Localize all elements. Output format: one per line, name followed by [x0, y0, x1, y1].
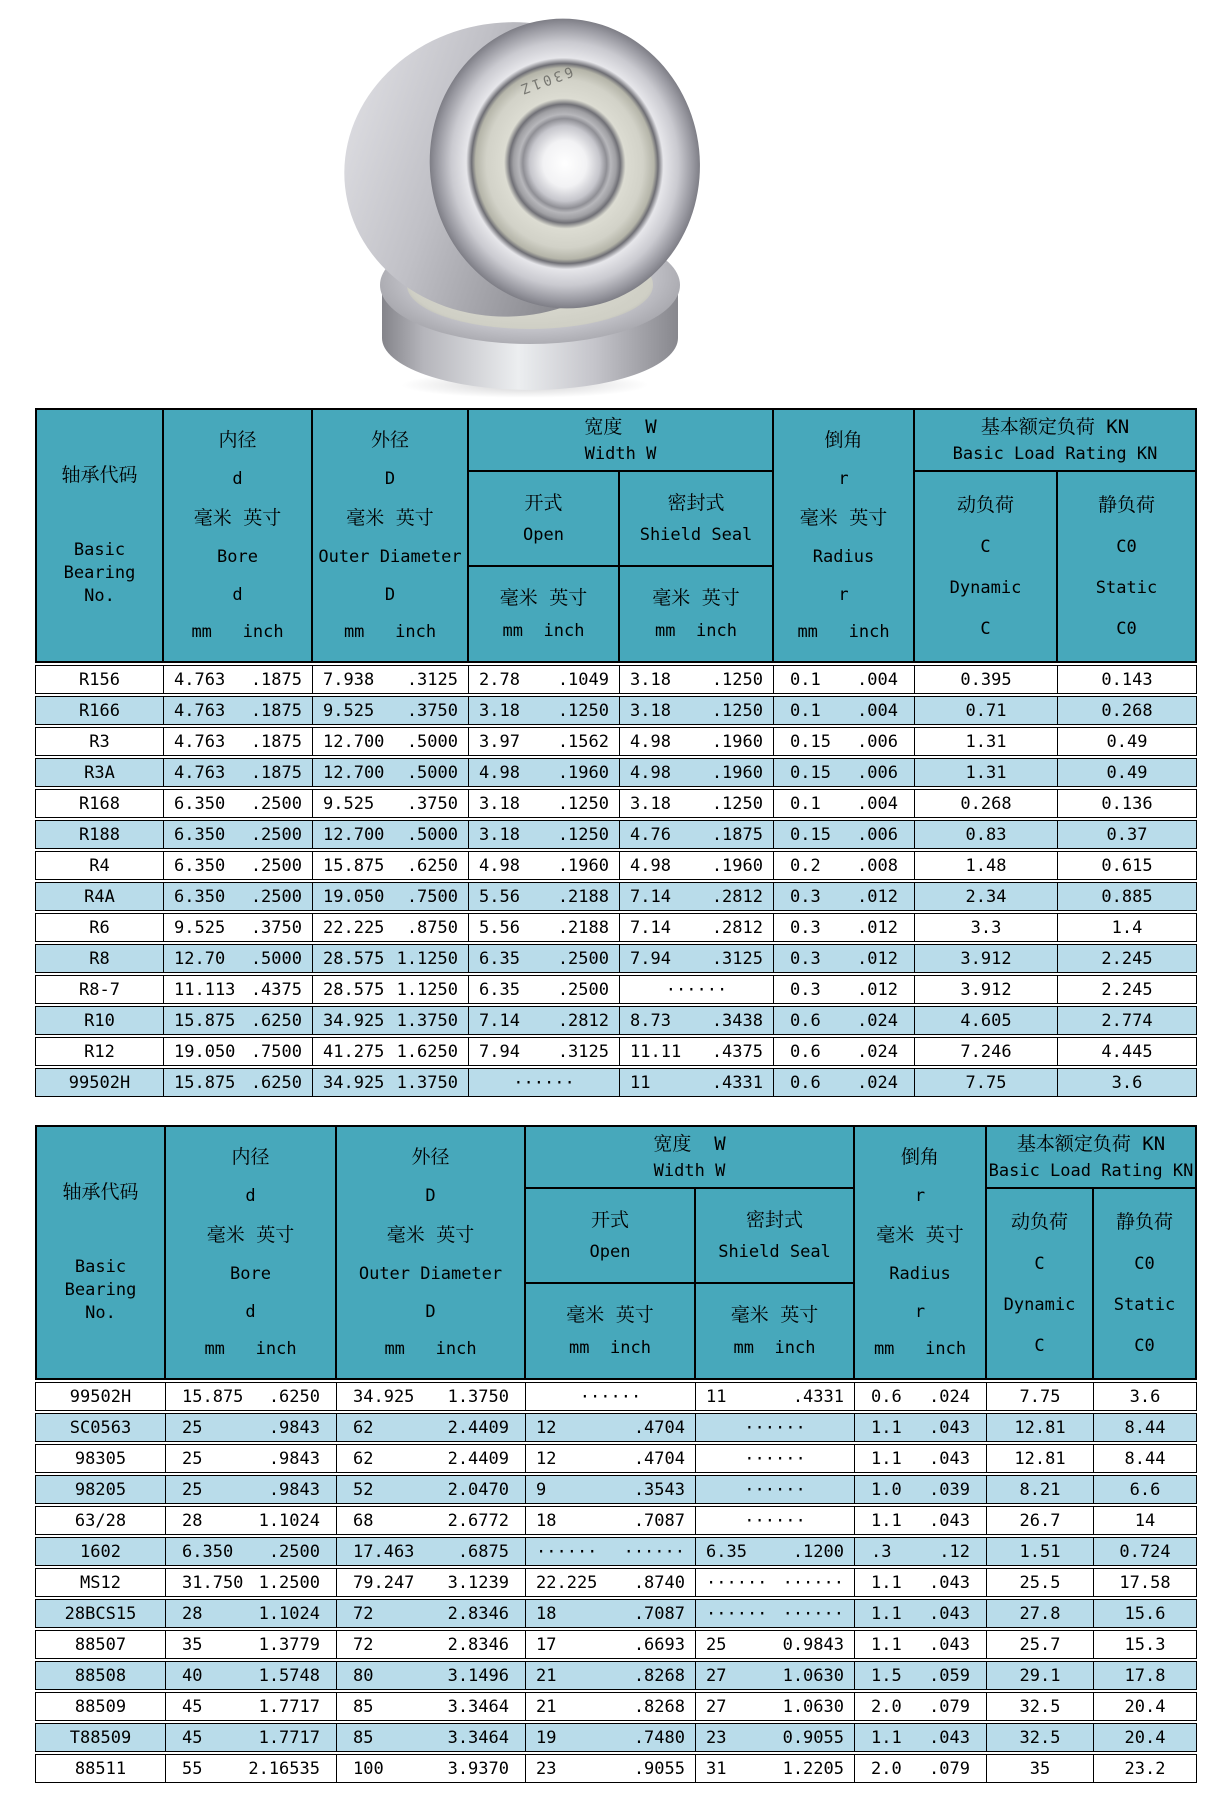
cell-c0: 8.44 — [1093, 1414, 1196, 1441]
cell-r: 0.3 .012 — [773, 914, 914, 941]
cell-no: R188 — [79, 824, 120, 845]
table-row — [35, 1382, 1197, 1411]
cell-c0: 14 — [1093, 1507, 1196, 1534]
header-width-group: 宽度 W Width W — [525, 1126, 854, 1188]
cell-r: .3 .12 — [854, 1538, 986, 1565]
cell-r: 1.5 .059 — [854, 1662, 986, 1689]
cell-c: 25.7 — [986, 1631, 1093, 1658]
cell-seal: 11 .4331 — [695, 1383, 854, 1410]
cell-no: SC0563 — [69, 1417, 132, 1438]
header-radius: 倒角 r 毫米 英寸 Radius r mm inch — [773, 409, 914, 662]
cell-od: 85 3.3464 — [336, 1693, 525, 1720]
cell-seal: 27 1.0630 — [695, 1662, 854, 1689]
cell-bore: 19.050 .7500 — [163, 1038, 312, 1065]
cell-c: 27.8 — [986, 1600, 1093, 1627]
cell-no: R4 — [89, 855, 110, 876]
table-row — [35, 913, 1197, 942]
header-bore: 内径 d 毫米 英寸 Bore d mm inch — [163, 409, 312, 662]
cell-c: 2.34 — [914, 883, 1057, 910]
cell-seal: ······ ······ — [695, 1569, 854, 1596]
table-row — [35, 1444, 1197, 1473]
cell-od: 100 3.9370 — [336, 1755, 525, 1782]
cell-no: R8 — [89, 948, 110, 969]
table-body — [35, 1382, 1197, 1783]
cell-r: 0.6 .024 — [854, 1383, 986, 1410]
cell-od: 9.525 .3750 — [312, 697, 468, 724]
cell-c: 3.3 — [914, 914, 1057, 941]
table-row — [35, 975, 1197, 1004]
cell-c0: 0.615 — [1057, 852, 1196, 879]
header-load-rating-group: 基本额定负荷 KN Basic Load Rating KN — [986, 1126, 1196, 1188]
cell-c0: 0.143 — [1057, 666, 1196, 693]
table-row — [35, 1006, 1197, 1035]
cell-seal: ······ — [619, 976, 773, 1003]
cell-open: 3.18 .1250 — [468, 821, 619, 848]
table-row — [35, 1599, 1197, 1628]
cell-open: 7.94 .3125 — [468, 1038, 619, 1065]
cell-bore: 6.350 .2500 — [163, 852, 312, 879]
cell-c: 12.81 — [986, 1445, 1093, 1472]
cell-r: 0.1 .004 — [773, 790, 914, 817]
table-row — [35, 758, 1197, 787]
cell-no: R3 — [89, 731, 110, 752]
cell-c: 1.31 — [914, 728, 1057, 755]
cell-r: 1.1 .043 — [854, 1600, 986, 1627]
cell-c: 3.912 — [914, 976, 1057, 1003]
table-row — [35, 665, 1197, 694]
cell-r: 1.1 .043 — [854, 1724, 986, 1751]
table-row — [35, 789, 1197, 818]
cell-seal: 3.18 .1250 — [619, 666, 773, 693]
cell-open: 7.14 .2812 — [468, 1007, 619, 1034]
table-row — [35, 851, 1197, 880]
header-dynamic-load: 动负荷 C Dynamic C — [986, 1188, 1093, 1379]
cell-seal: 3.18 .1250 — [619, 697, 773, 724]
cell-seal: ······ — [695, 1507, 854, 1534]
cell-c0: 0.37 — [1057, 821, 1196, 848]
cell-open: 4.98 .1960 — [468, 759, 619, 786]
table-row — [35, 1537, 1197, 1566]
cell-od: 15.875 .6250 — [312, 852, 468, 879]
cell-bore: 4.763 .1875 — [163, 697, 312, 724]
cell-od: 52 2.0470 — [336, 1476, 525, 1503]
cell-c: 12.81 — [986, 1414, 1093, 1441]
cell-c0: 0.724 — [1093, 1538, 1196, 1565]
table-row — [35, 1068, 1197, 1097]
cell-c0: 15.3 — [1093, 1631, 1196, 1658]
cell-c: 26.7 — [986, 1507, 1093, 1534]
cell-od: 72 2.8346 — [336, 1631, 525, 1658]
cell-no: R168 — [79, 793, 120, 814]
cell-od: 79.247 3.1239 — [336, 1569, 525, 1596]
table-row — [35, 882, 1197, 911]
cell-od: 41.275 1.6250 — [312, 1038, 468, 1065]
cell-open: 12 .4704 — [525, 1445, 695, 1472]
cell-c0: 0.268 — [1057, 697, 1196, 724]
table-header — [35, 408, 1197, 663]
cell-c: 7.75 — [986, 1383, 1093, 1410]
header-outer-diameter: 外径 D 毫米 英寸 Outer Diameter D mm inch — [336, 1126, 525, 1379]
cell-od: 72 2.8346 — [336, 1600, 525, 1627]
cell-bore: 15.875 .6250 — [163, 1007, 312, 1034]
cell-bore: 4.763 .1875 — [163, 666, 312, 693]
cell-open: 2.78 .1049 — [468, 666, 619, 693]
cell-r: 0.2 .008 — [773, 852, 914, 879]
header-bore: 内径 d 毫米 英寸 Bore d mm inch — [165, 1126, 336, 1379]
cell-no: R12 — [84, 1041, 115, 1062]
cell-c0: 23.2 — [1093, 1755, 1196, 1782]
cell-no: R8-7 — [79, 979, 120, 1000]
cell-seal: 4.98 .1960 — [619, 852, 773, 879]
cell-open: 5.56 .2188 — [468, 883, 619, 910]
cell-c0: 4.445 — [1057, 1038, 1196, 1065]
cell-seal: 27 1.0630 — [695, 1693, 854, 1720]
cell-open: 21 .8268 — [525, 1662, 695, 1689]
header-open-units: 毫米 英寸 mm inch — [468, 566, 619, 662]
cell-c: 0.268 — [914, 790, 1057, 817]
cell-seal: 25 0.9843 — [695, 1631, 854, 1658]
cell-c0: 2.245 — [1057, 976, 1196, 1003]
cell-no: R156 — [79, 669, 120, 690]
cell-od: 34.925 1.3750 — [312, 1069, 468, 1096]
table-row — [35, 1692, 1197, 1721]
cell-c: 32.5 — [986, 1693, 1093, 1720]
header-bearing-code: 轴承代码 Basic Bearing No. — [36, 1126, 165, 1379]
cell-c: 1.31 — [914, 759, 1057, 786]
table-row — [35, 1661, 1197, 1690]
cell-bore: 28 1.1024 — [165, 1507, 336, 1534]
cell-c: 7.75 — [914, 1069, 1057, 1096]
cell-seal: ······ — [695, 1445, 854, 1472]
table-row — [35, 1506, 1197, 1535]
cell-c0: 0.49 — [1057, 728, 1196, 755]
cell-open: 9 .3543 — [525, 1476, 695, 1503]
cell-open: ······ — [468, 1069, 619, 1096]
cell-bore: 6.350 .2500 — [163, 883, 312, 910]
cell-no: R166 — [79, 700, 120, 721]
header-seal-units: 毫米 英寸 mm inch — [695, 1283, 854, 1379]
cell-c: 0.83 — [914, 821, 1057, 848]
cell-c: 1.51 — [986, 1538, 1093, 1565]
cell-r: 1.1 .043 — [854, 1569, 986, 1596]
cell-seal: ······ — [695, 1476, 854, 1503]
cell-c: 25.5 — [986, 1569, 1093, 1596]
cell-open: 3.18 .1250 — [468, 697, 619, 724]
header-open: 开式 Open — [525, 1188, 695, 1283]
table-row — [35, 944, 1197, 973]
table-row — [35, 1630, 1197, 1659]
cell-seal: 11 .4331 — [619, 1069, 773, 1096]
cell-c: 32.5 — [986, 1724, 1093, 1751]
cell-no: 99502H — [68, 1072, 131, 1093]
header-open-units: 毫米 英寸 mm inch — [525, 1283, 695, 1379]
cell-open: 19 .7480 — [525, 1724, 695, 1751]
cell-od: 12.700 .5000 — [312, 759, 468, 786]
cell-open: ······ ······ — [525, 1538, 695, 1565]
cell-r: 0.6 .024 — [773, 1038, 914, 1065]
header-shield-seal: 密封式 Shield Seal — [695, 1188, 854, 1283]
cell-seal: 4.98 .1960 — [619, 759, 773, 786]
cell-c0: 0.49 — [1057, 759, 1196, 786]
cell-od: 17.463 .6875 — [336, 1538, 525, 1565]
cell-c0: 15.6 — [1093, 1600, 1196, 1627]
cell-no: 88509 — [74, 1696, 127, 1717]
cell-no: 98305 — [74, 1448, 127, 1469]
cell-bore: 15.875 .6250 — [163, 1069, 312, 1096]
table-row — [35, 1413, 1197, 1442]
header-radius: 倒角 r 毫米 英寸 Radius r mm inch — [854, 1126, 986, 1379]
cell-seal: 4.98 .1960 — [619, 728, 773, 755]
cell-r: 0.6 .024 — [773, 1007, 914, 1034]
cell-od: 9.525 .3750 — [312, 790, 468, 817]
cell-od: 28.575 1.1250 — [312, 945, 468, 972]
cell-c: 8.21 — [986, 1476, 1093, 1503]
bearing-top — [387, 1, 715, 331]
cell-od: 12.700 .5000 — [312, 821, 468, 848]
table-row — [35, 1723, 1197, 1752]
cell-bore: 6.350 .2500 — [165, 1538, 336, 1565]
cell-no: 98205 — [74, 1479, 127, 1500]
header-static-load: 静负荷 C0 Static C0 — [1093, 1188, 1196, 1379]
cell-seal: ······ — [695, 1414, 854, 1441]
cell-r: 1.1 .043 — [854, 1507, 986, 1534]
table-row — [35, 696, 1197, 725]
cell-seal: 11.11 .4375 — [619, 1038, 773, 1065]
cell-open: 12 .4704 — [525, 1414, 695, 1441]
cell-open: 18 .7087 — [525, 1600, 695, 1627]
cell-bore: 6.350 .2500 — [163, 821, 312, 848]
table-row — [35, 1037, 1197, 1066]
cell-bore: 45 1.7717 — [165, 1724, 336, 1751]
header-dynamic-load: 动负荷 C Dynamic C — [914, 471, 1057, 662]
cell-od: 34.925 1.3750 — [312, 1007, 468, 1034]
cell-no: T88509 — [69, 1727, 132, 1748]
cell-c: 0.395 — [914, 666, 1057, 693]
table-row — [35, 1568, 1197, 1597]
header-static-load: 静负荷 C0 Static C0 — [1057, 471, 1196, 662]
cell-no: 63/28 — [74, 1510, 127, 1531]
header-outer-diameter: 外径 D 毫米 英寸 Outer Diameter D mm inch — [312, 409, 468, 662]
cell-r: 2.0 .079 — [854, 1755, 986, 1782]
cell-c0: 0.885 — [1057, 883, 1196, 910]
cell-r: 0.3 .012 — [773, 976, 914, 1003]
cell-od: 62 2.4409 — [336, 1414, 525, 1441]
bearing-spec-table-metric-series — [35, 1125, 1197, 1783]
cell-open: 3.18 .1250 — [468, 790, 619, 817]
cell-bore: 11.113 .4375 — [163, 976, 312, 1003]
cell-bore: 45 1.7717 — [165, 1693, 336, 1720]
cell-no: 99502H — [69, 1386, 132, 1407]
cell-seal: 31 1.2205 — [695, 1755, 854, 1782]
cell-od: 80 3.1496 — [336, 1662, 525, 1689]
cell-open: 18 .7087 — [525, 1507, 695, 1534]
cell-r: 2.0 .079 — [854, 1693, 986, 1720]
cell-no: R4A — [84, 886, 115, 907]
cell-od: 34.925 1.3750 — [336, 1383, 525, 1410]
cell-c: 35 — [986, 1755, 1093, 1782]
cell-od: 28.575 1.1250 — [312, 976, 468, 1003]
cell-r: 0.3 .012 — [773, 883, 914, 910]
cell-c: 4.605 — [914, 1007, 1057, 1034]
cell-bore: 35 1.3779 — [165, 1631, 336, 1658]
cell-c0: 8.44 — [1093, 1445, 1196, 1472]
cell-no: R6 — [89, 917, 110, 938]
cell-od: 12.700 .5000 — [312, 728, 468, 755]
table-row — [35, 727, 1197, 756]
cell-open: 17 .6693 — [525, 1631, 695, 1658]
cell-c0: 2.774 — [1057, 1007, 1196, 1034]
cell-no: 88507 — [74, 1634, 127, 1655]
cell-seal: 4.76 .1875 — [619, 821, 773, 848]
cell-seal: 7.14 .2812 — [619, 914, 773, 941]
cell-seal: 7.14 .2812 — [619, 883, 773, 910]
cell-c0: 3.6 — [1093, 1383, 1196, 1410]
cell-no: 28BCS15 — [64, 1603, 137, 1624]
table-row — [35, 820, 1197, 849]
header-seal-units: 毫米 英寸 mm inch — [619, 566, 773, 662]
cell-c: 3.912 — [914, 945, 1057, 972]
cell-open: 5.56 .2188 — [468, 914, 619, 941]
cell-bore: 25 .9843 — [165, 1476, 336, 1503]
cell-c0: 1.4 — [1057, 914, 1196, 941]
cell-seal: 6.35 .1200 — [695, 1538, 854, 1565]
cell-c0: 20.4 — [1093, 1724, 1196, 1751]
cell-open: ······ — [525, 1383, 695, 1410]
cell-c: 1.48 — [914, 852, 1057, 879]
cell-c: 7.246 — [914, 1038, 1057, 1065]
cell-r: 0.15 .006 — [773, 821, 914, 848]
cell-bore: 28 1.1024 — [165, 1600, 336, 1627]
product-photo — [0, 0, 1232, 408]
cell-open: 3.97 .1562 — [468, 728, 619, 755]
cell-od: 7.938 .3125 — [312, 666, 468, 693]
cell-no: 1602 — [80, 1541, 121, 1562]
cell-r: 0.15 .006 — [773, 759, 914, 786]
cell-bore: 6.350 .2500 — [163, 790, 312, 817]
header-load-rating-group: 基本额定负荷 KN Basic Load Rating KN — [914, 409, 1196, 471]
cell-seal: 8.73 .3438 — [619, 1007, 773, 1034]
cell-r: 1.1 .043 — [854, 1631, 986, 1658]
cell-bore: 31.750 1.2500 — [165, 1569, 336, 1596]
table-header — [35, 1125, 1197, 1380]
cell-od: 22.225 .8750 — [312, 914, 468, 941]
cell-c0: 6.6 — [1093, 1476, 1196, 1503]
cell-open: 22.225 .8740 — [525, 1569, 695, 1596]
cell-no: 88511 — [74, 1758, 127, 1779]
cell-c0: 0.136 — [1057, 790, 1196, 817]
cell-bore: 40 1.5748 — [165, 1662, 336, 1689]
cell-c0: 17.58 — [1093, 1569, 1196, 1596]
cell-seal: ······ ······ — [695, 1600, 854, 1627]
cell-no: 88508 — [74, 1665, 127, 1686]
cell-od: 19.050 .7500 — [312, 883, 468, 910]
cell-open: 4.98 .1960 — [468, 852, 619, 879]
cell-open: 23 .9055 — [525, 1755, 695, 1782]
cell-c: 0.71 — [914, 697, 1057, 724]
table-body — [35, 665, 1197, 1097]
cell-r: 1.0 .039 — [854, 1476, 986, 1503]
cell-open: 21 .8268 — [525, 1693, 695, 1720]
cell-c: 29.1 — [986, 1662, 1093, 1689]
cell-seal: 23 0.9055 — [695, 1724, 854, 1751]
cell-c0: 3.6 — [1057, 1069, 1196, 1096]
cell-c0: 2.245 — [1057, 945, 1196, 972]
cell-bore: 25 .9843 — [165, 1414, 336, 1441]
header-shield-seal: 密封式 Shield Seal — [619, 471, 773, 566]
bearing-engraving: 6301Z — [515, 62, 576, 98]
cell-r: 1.1 .043 — [854, 1445, 986, 1472]
cell-c0: 20.4 — [1093, 1693, 1196, 1720]
cell-no: MS12 — [80, 1572, 121, 1593]
cell-bore: 4.763 .1875 — [163, 728, 312, 755]
cell-seal: 7.94 .3125 — [619, 945, 773, 972]
cell-bore: 15.875 .6250 — [165, 1383, 336, 1410]
cell-r: 0.15 .006 — [773, 728, 914, 755]
cell-od: 68 2.6772 — [336, 1507, 525, 1534]
cell-no: R10 — [84, 1010, 115, 1031]
cell-od: 62 2.4409 — [336, 1445, 525, 1472]
cell-r: 0.3 .012 — [773, 945, 914, 972]
header-width-group: 宽度 W Width W — [468, 409, 773, 471]
cell-open: 6.35 .2500 — [468, 945, 619, 972]
cell-open: 6.35 .2500 — [468, 976, 619, 1003]
cell-r: 1.1 .043 — [854, 1414, 986, 1441]
cell-seal: 3.18 .1250 — [619, 790, 773, 817]
cell-bore: 9.525 .3750 — [163, 914, 312, 941]
cell-bore: 55 2.16535 — [165, 1755, 336, 1782]
cell-bore: 12.70 .5000 — [163, 945, 312, 972]
header-bearing-code: 轴承代码 Basic Bearing No. — [36, 409, 163, 662]
table-row — [35, 1475, 1197, 1504]
cell-r: 0.6 .024 — [773, 1069, 914, 1096]
cell-bore: 25 .9843 — [165, 1445, 336, 1472]
cell-od: 85 3.3464 — [336, 1724, 525, 1751]
cell-no: R3A — [84, 762, 115, 783]
cell-r: 0.1 .004 — [773, 666, 914, 693]
table-row — [35, 1754, 1197, 1783]
cell-bore: 4.763 .1875 — [163, 759, 312, 786]
cell-c0: 17.8 — [1093, 1662, 1196, 1689]
cell-r: 0.1 .004 — [773, 697, 914, 724]
header-open: 开式 Open — [468, 471, 619, 566]
bearing-spec-table-inch-series — [35, 408, 1197, 1097]
